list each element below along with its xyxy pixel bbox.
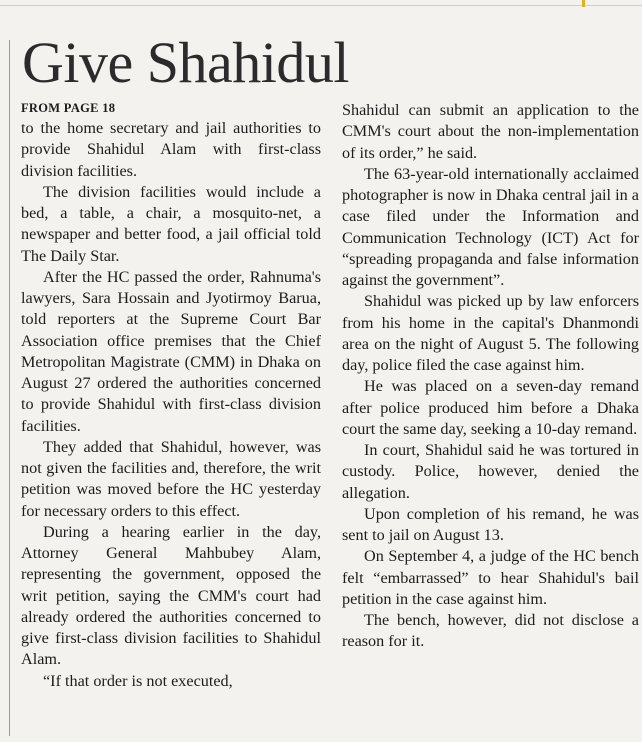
paragraph: to the home secretary and jail authorities to provide Shahidul Alam with first-class division facilities.	[21, 119, 321, 180]
paragraph: He was placed on a seven-day remand after police produced him before a Dhaka court the same day, seeking a 10-day remand.	[342, 377, 639, 438]
right-column	[342, 100, 639, 653]
page-accent-mark	[582, 0, 585, 7]
headline: Give Shahidul	[22, 30, 349, 95]
top-strip	[0, 0, 642, 14]
paragraph: The bench, however, did not disclose a reason for it.	[342, 611, 639, 651]
column-border	[9, 40, 10, 736]
paragraph: Upon completion of his remand, he was sent to jail on August 13.	[342, 504, 639, 544]
top-rule	[0, 5, 642, 6]
paragraph: In court, Shahidul said he was tortured in custody. Police, however, denied the allegation.	[342, 441, 639, 502]
paragraph: After the HC passed the order, Rahnuma's lawyers, Sara Hossain and Jyotirmoy Barua, told reporters at the Supreme Court Bar Association office premises that the Chief Metropolitan Magistrate (CMM) in Dhaka on August 27 ordered the authorities concerned to provide Shahidul with first-class division facilities.	[21, 267, 321, 435]
paragraph: Shahidul can submit an application to the CMM's court about the non-implementation of its order,” he said.	[342, 101, 639, 162]
jump-kicker: FROM PAGE 18	[21, 101, 116, 115]
paragraph: Shahidul was picked up by law enforcers from his home in the capital's Dhanmondi area on the night of August 5. The following day, police filed the case against him.	[342, 292, 639, 374]
paragraph: “If that order is not executed,	[43, 671, 233, 690]
paragraph: The 63-year-old internationally acclaimed photographer is now in Dhaka central jail in a case filed under the Information and Communication Technology (ICT) Act for “spreading propaganda and false information against the government”.	[342, 164, 639, 289]
left-column	[21, 118, 321, 692]
paragraph: The division facilities would include a bed, a table, a chair, a mosquito-net, a newspaper and better food, a jail official told The Daily Star.	[21, 182, 321, 265]
paragraph: They added that Shahidul, however, was not given the facilities and, therefore, the writ petition was moved before the HC yesterday for necessary orders to this effect.	[21, 437, 321, 520]
paragraph: During a hearing earlier in the day, Attorney General Mahbubey Alam, representing the government, opposed the writ petition, saying the CMM's court had already ordered the authorities concerned to give first-class division facilities to Shahidul Alam.	[21, 522, 321, 669]
paragraph: On September 4, a judge of the HC bench felt “embarrassed” to hear Shahidul's bail petition in the case against him.	[342, 547, 639, 608]
